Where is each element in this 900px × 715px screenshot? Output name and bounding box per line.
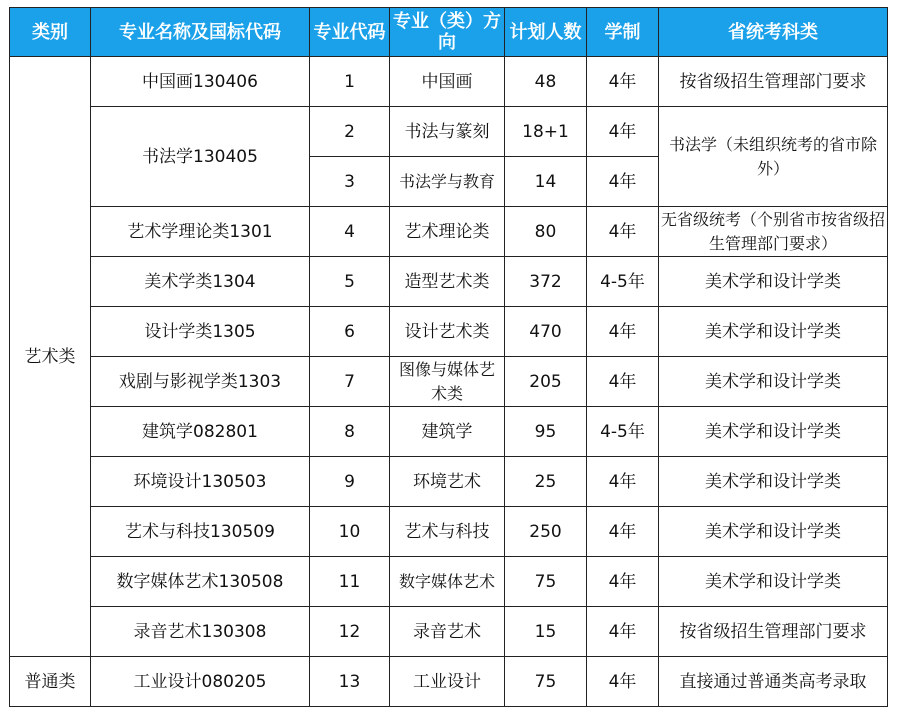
plan-count-cell: 75 bbox=[505, 657, 587, 707]
exam-subject-cell: 按省级招生管理部门要求 bbox=[659, 57, 888, 107]
major-code-cell: 13 bbox=[310, 657, 390, 707]
plan-count-cell: 95 bbox=[505, 407, 587, 457]
direction-cell: 书法学与教育 bbox=[390, 157, 505, 207]
duration-cell: 4年 bbox=[587, 657, 659, 707]
duration-cell: 4-5年 bbox=[587, 257, 659, 307]
direction-cell: 环境艺术 bbox=[390, 457, 505, 507]
header-major-code: 专业代码 bbox=[310, 8, 390, 57]
duration-cell: 4年 bbox=[587, 607, 659, 657]
table-row bbox=[10, 657, 888, 707]
direction-cell: 艺术理论类 bbox=[390, 207, 505, 257]
table-row bbox=[10, 107, 888, 157]
major-code-cell: 9 bbox=[310, 457, 390, 507]
exam-subject-cell: 美术学和设计学类 bbox=[659, 457, 888, 507]
exam-subject-cell: 美术学和设计学类 bbox=[659, 557, 888, 607]
major-code-cell: 4 bbox=[310, 207, 390, 257]
major-name-cell: 戏剧与影视学类1303 bbox=[91, 357, 310, 407]
plan-count-cell: 14 bbox=[505, 157, 587, 207]
exam-subject-cell: 美术学和设计学类 bbox=[659, 257, 888, 307]
major-name-cell: 录音艺术130308 bbox=[91, 607, 310, 657]
major-code-cell: 7 bbox=[310, 357, 390, 407]
duration-cell: 4年 bbox=[587, 107, 659, 157]
table-row bbox=[10, 407, 888, 457]
duration-cell: 4年 bbox=[587, 507, 659, 557]
header-major-name: 专业名称及国标代码 bbox=[91, 8, 310, 57]
exam-subject-cell: 美术学和设计学类 bbox=[659, 307, 888, 357]
direction-cell: 录音艺术 bbox=[390, 607, 505, 657]
category-cell: 艺术类 bbox=[10, 57, 91, 657]
major-code-cell: 6 bbox=[310, 307, 390, 357]
major-name-cell: 建筑学082801 bbox=[91, 407, 310, 457]
plan-count-cell: 25 bbox=[505, 457, 587, 507]
direction-cell: 设计艺术类 bbox=[390, 307, 505, 357]
table-row bbox=[10, 357, 888, 407]
direction-cell: 造型艺术类 bbox=[390, 257, 505, 307]
duration-cell: 4年 bbox=[587, 207, 659, 257]
duration-cell: 4年 bbox=[587, 557, 659, 607]
table-row bbox=[10, 607, 888, 657]
major-code-cell: 2 bbox=[310, 107, 390, 157]
major-code-cell: 8 bbox=[310, 407, 390, 457]
major-code-cell: 11 bbox=[310, 557, 390, 607]
exam-subject-cell: 按省级招生管理部门要求 bbox=[659, 607, 888, 657]
major-name-cell: 数字媒体艺术130508 bbox=[91, 557, 310, 607]
admissions-plan-table bbox=[9, 7, 888, 707]
major-code-cell: 10 bbox=[310, 507, 390, 557]
table-row bbox=[10, 207, 888, 257]
duration-cell: 4-5年 bbox=[587, 407, 659, 457]
major-name-cell: 书法学130405 bbox=[91, 107, 310, 207]
major-name-cell: 艺术与科技130509 bbox=[91, 507, 310, 557]
plan-count-cell: 48 bbox=[505, 57, 587, 107]
exam-subject-cell: 美术学和设计学类 bbox=[659, 407, 888, 457]
major-name-cell: 中国画130406 bbox=[91, 57, 310, 107]
exam-subject-cell: 美术学和设计学类 bbox=[659, 507, 888, 557]
exam-subject-cell: 直接通过普通类高考录取 bbox=[659, 657, 888, 707]
major-name-cell: 美术学类1304 bbox=[91, 257, 310, 307]
category-cell: 普通类 bbox=[10, 657, 91, 707]
header-exam-subject: 省统考科类 bbox=[659, 8, 888, 57]
direction-cell: 艺术与科技 bbox=[390, 507, 505, 557]
duration-cell: 4年 bbox=[587, 57, 659, 107]
major-code-cell: 3 bbox=[310, 157, 390, 207]
table-row bbox=[10, 557, 888, 607]
major-code-cell: 12 bbox=[310, 607, 390, 657]
header-direction: 专业（类）方向 bbox=[390, 8, 505, 57]
exam-subject-cell: 书法学（未组织统考的省市除外） bbox=[659, 107, 888, 207]
plan-count-cell: 15 bbox=[505, 607, 587, 657]
plan-count-cell: 75 bbox=[505, 557, 587, 607]
table-row bbox=[10, 57, 888, 107]
major-name-cell: 工业设计080205 bbox=[91, 657, 310, 707]
plan-count-cell: 250 bbox=[505, 507, 587, 557]
major-name-cell: 艺术学理论类1301 bbox=[91, 207, 310, 257]
header-plan-count: 计划人数 bbox=[505, 8, 587, 57]
direction-cell: 数字媒体艺术 bbox=[390, 557, 505, 607]
plan-count-cell: 372 bbox=[505, 257, 587, 307]
direction-cell: 图像与媒体艺术类 bbox=[390, 357, 505, 407]
major-code-cell: 5 bbox=[310, 257, 390, 307]
table-row bbox=[10, 457, 888, 507]
exam-subject-cell: 无省级统考（个别省市按省级招生管理部门要求） bbox=[659, 207, 888, 257]
direction-cell: 工业设计 bbox=[390, 657, 505, 707]
table-row bbox=[10, 257, 888, 307]
major-name-cell: 环境设计130503 bbox=[91, 457, 310, 507]
major-name-cell: 设计学类1305 bbox=[91, 307, 310, 357]
table-row bbox=[10, 507, 888, 557]
plan-count-cell: 80 bbox=[505, 207, 587, 257]
direction-cell: 建筑学 bbox=[390, 407, 505, 457]
plan-count-cell: 18+1 bbox=[505, 107, 587, 157]
duration-cell: 4年 bbox=[587, 157, 659, 207]
direction-cell: 中国画 bbox=[390, 57, 505, 107]
duration-cell: 4年 bbox=[587, 307, 659, 357]
exam-subject-cell: 美术学和设计学类 bbox=[659, 357, 888, 407]
header-category: 类别 bbox=[10, 8, 91, 57]
duration-cell: 4年 bbox=[587, 457, 659, 507]
duration-cell: 4年 bbox=[587, 357, 659, 407]
table-header-row bbox=[10, 8, 888, 57]
direction-cell: 书法与篆刻 bbox=[390, 107, 505, 157]
plan-count-cell: 470 bbox=[505, 307, 587, 357]
header-duration: 学制 bbox=[587, 8, 659, 57]
plan-count-cell: 205 bbox=[505, 357, 587, 407]
table-row bbox=[10, 307, 888, 357]
major-code-cell: 1 bbox=[310, 57, 390, 107]
